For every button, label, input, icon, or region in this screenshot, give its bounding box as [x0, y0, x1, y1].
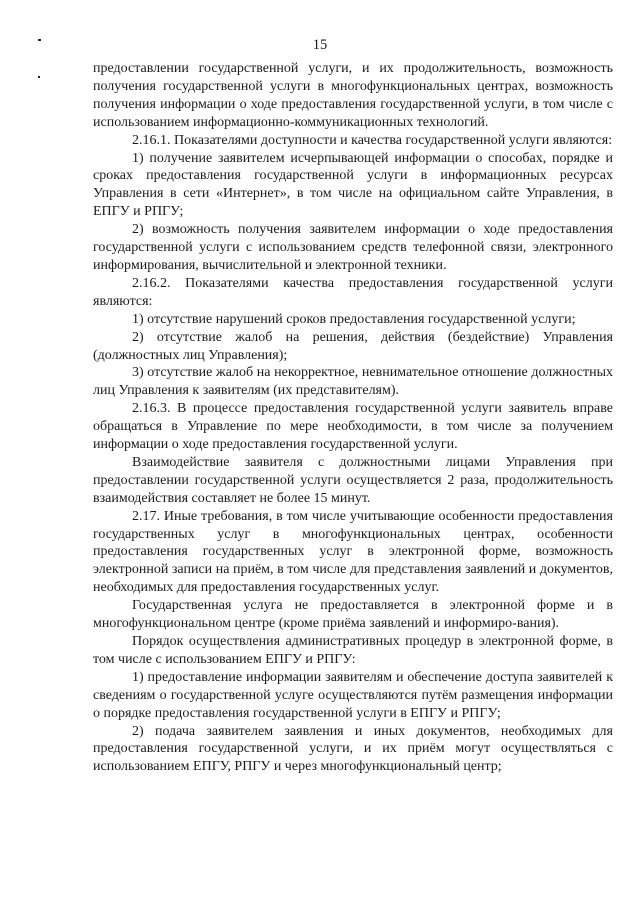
paragraph-item: 3) отсутствие жалоб на некорректное, невнимательное отношение должностных лиц Управления к заявителям (их представителям).: [93, 365, 613, 399]
paragraph-2-17: 2.17. Иные требования, в том числе учитывающие особенности предоставления государственных услуг в многофункциональных центрах, особенности предоставления государственных услуг в электронной форме, возможность электронной записи на приём, в том числе для представления заявлений и документов, необходимых для предоставления государственных услуг.: [93, 508, 613, 596]
document-body: [93, 60, 613, 776]
paragraph-2-16-2: 2.16.2. Показателями качества предоставления государственной услуги являются:: [93, 275, 613, 309]
scan-mark-left: [38, 76, 40, 78]
page-number: 15: [312, 37, 328, 53]
paragraph-interaction: Взаимодействие заявителя с должностными лицами Управления при предоставлении государственной услуги осуществляется 2 раза, продолжительность взаимодействия составляет не более 15 минут.: [93, 454, 613, 506]
paragraph-item: 1) получение заявителем исчерпывающей информации о способах, порядке и сроках предоставления государственной услуги в информационных ресурсах Управления в сети «Интернет», в том числе на официальном сайте Управления, в ЕПГУ и РПГУ;: [93, 150, 613, 220]
paragraph-item: 2) отсутствие жалоб на решения, действия (бездействие) Управления (должностных лиц Управления);: [93, 329, 613, 363]
paragraph-item: 1) предоставление информации заявителям и обеспечение доступа заявителей к сведениям о государственной услуге осуществляются путём размещения информации о порядке предоставления государственной услуги в ЕПГУ и РПГУ;: [93, 669, 613, 721]
paragraph-item: 2) возможность получения заявителем информации о ходе предоставления государственной услуги с использованием средств телефонной связи, электронного информирования, вычислительной и электронной техники.: [93, 222, 613, 273]
paragraph-2-16-3: 2.16.3. В процессе предоставления государственной услуги заявитель вправе обращаться в Управление по мере необходимости, в том числе за получением информации о ходе предоставления государственной услуги.: [93, 401, 613, 453]
paragraph-continuation: предоставлении государственной услуги, и их продолжительность, возможность получения государственной услуги в многофункциональных центрах, возможность получения информации о ходе предоставления государственной услуги, в том числе с использованием информационно-коммуникационных технологий.: [93, 61, 613, 130]
paragraph-2-16-1: 2.16.1. Показателями доступности и качества государственной услуги являются:: [132, 132, 613, 148]
paragraph-procedure: Порядок осуществления административных процедур в электронной форме, в том числе с использованием ЕПГУ и РПГУ:: [93, 634, 613, 667]
paragraph-item: 1) отсутствие нарушений сроков предоставления государственной услуги;: [132, 311, 576, 327]
paragraph-electronic-form: Государственная услуга не предоставляется в электронной форме и в многофункциональном центре (кроме приёма заявлений и информиро-вания).: [93, 598, 613, 632]
paragraph-item: 2) подача заявителем заявления и иных документов, необходимых для предоставления государственной услуги, и их приём могут осуществляться с использованием ЕПГУ, РПГУ и через многофункциональный центр;: [93, 723, 613, 775]
